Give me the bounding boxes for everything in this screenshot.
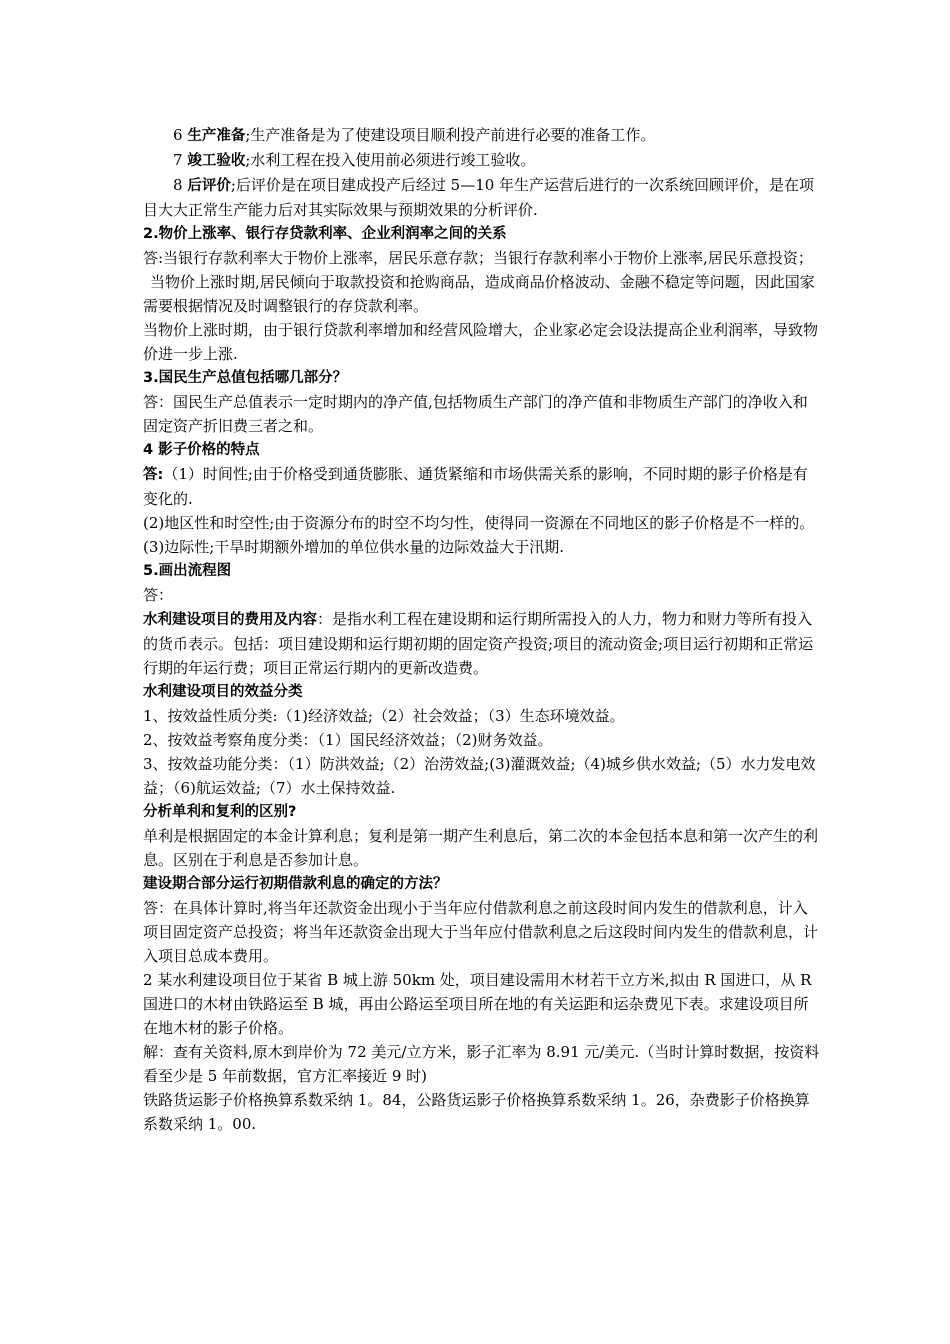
q4-paragraph-3: (3)边际性;干旱时期额外增加的单位供水量的边际效益大于汛期.: [143, 538, 565, 556]
stage-7-text: ;水利工程在投入使用前必须进行竣工验收。: [245, 151, 536, 169]
stage-8: [143, 173, 820, 222]
stage-6-term: 生产准备: [187, 128, 246, 144]
stage-6-text: ;生产准备是为了使建设项目顺利投产前进行必要的准备工作。: [245, 126, 656, 144]
cost-term: 水利建设项目的费用及内容: [143, 612, 317, 628]
loan-heading: 建设期合部分运行初期借款利息的确定的方法？: [143, 876, 448, 892]
benefit-heading: 水利建设项目的效益分类: [143, 684, 303, 700]
interest-heading: 分析单利和复利的区别?: [143, 804, 297, 820]
q2-heading: 2.物价上涨率、银行存贷款利率、企业利润率之间的关系: [143, 226, 507, 242]
q2-paragraph-3: 当物价上涨时期，由于银行贷款利率增加和经营风险增大，企业家必定会设法提高企业利润率，导致物价进一步上涨.: [143, 321, 819, 363]
example-paragraph-1: 2 某水利建设项目位于某省 B 城上游 50km 处，项目建设需用木材若干立方米,拟由 R 国进口，从 R 国进口的木材由铁路运至 B 城，再由公路运至项目所在地的有关运距和运杂费见下表。求建设项目所在地木材的影子价格。: [143, 971, 812, 1037]
q4-text-1: （1）时间性;由于价格受到通货膨胀、通货紧缩和市场供需关系的影响，不同时期的影子价格是有变化的.: [143, 465, 808, 508]
q4-answer-label: 答:: [143, 467, 164, 483]
example-paragraph-3: 铁路货运影子价格换算系数采纳 1。84，公路货运影子价格换算系数采纳 1。26，杂费影子价格换算系数采纳 1。00.: [143, 1091, 810, 1133]
stage-6: [143, 123, 820, 148]
interest-paragraph: 单利是根据固定的本金计算利息；复利是第一期产生利息后，第二次的本金包括本息和第一次产生的利息。区别在于利息是否参加计息。: [143, 827, 819, 869]
benefit-line-3: 3、按效益功能分类：（1）防洪效益;（2）治涝效益;(3)灌溉效益;（4)城乡供水效益;（5）水力发电效益；（6)航运效益;（7）水土保持效益.: [143, 755, 816, 797]
stage-7: [143, 148, 820, 173]
q2-paragraph-1: 答:当银行存款利率大于物价上涨率，居民乐意存款；当银行存款利率小于物价上涨率,居民乐意投资；: [143, 249, 813, 267]
q5-heading: 5.画出流程图: [143, 563, 232, 579]
stage-6-num: 6: [173, 126, 183, 144]
q4-paragraph-1: [143, 462, 820, 511]
q5-answer: 答：: [143, 586, 174, 604]
q2-paragraph-2: 当物价上涨时期,居民倾向于取款投资和抢购商品，造成商品价格波动、金融不稳定等问题，因此国家需要根据情况及时调整银行的存贷款利率。: [143, 273, 815, 315]
stage-7-term: 竣工验收: [187, 153, 246, 169]
example-paragraph-2: 解：查有关资料,原木到岸价为 72 美元/立方米，影子汇率为 8.91 元/美元.（当时计算时数据，按资料看至少是 5 年前数据，官方汇率接近 9 时): [143, 1043, 820, 1085]
loan-paragraph: 答：在具体计算时,将当年还款资金出现小于当年应付借款利息之前这段时间内发生的借款利息，计入项目固定资产总投资；将当年还款资金出现大于当年应付借款利息之后这段时间内发生的借款利息，计入项目总成本费用。: [143, 899, 819, 965]
stage-8-num: 8: [173, 176, 183, 194]
stage-8-text: ;后评价是在项目建成投产后经过 5—10 年生产运营后进行的一次系统回顾评价，是在项目大大正常生产能力后对其实际效果与预期效果的分析评价.: [143, 176, 815, 219]
q3-paragraph-1: 答：国民生产总值表示一定时期内的净产值,包括物质生产部门的净产值和非物质生产部门的净收入和固定资产折旧费三者之和。: [143, 393, 808, 435]
cost-text: ：是指水利工程在建设期和运行期所需投入的人力，物力和财力等所有投入的货币表示。包括：项目建设期和运行期初期的固定资产投资;项目的流动资金;项目运行初期和正常运行期的年运行费；项目正常运行期内的更新改造费。: [143, 610, 814, 677]
q4-paragraph-2: (2)地区性和时空性;由于资源分布的时空不均匀性，使得同一资源在不同地区的影子价格是不一样的。: [143, 514, 815, 532]
cost-paragraph: [143, 607, 820, 680]
stage-7-num: 7: [173, 151, 183, 169]
stage-8-term: 后评价: [187, 178, 231, 194]
q3-heading: 3.国民生产总值包括哪几部分？: [143, 370, 348, 386]
q4-heading: 4 影子价格的特点: [143, 442, 260, 458]
benefit-line-1: 1、按效益性质分类:（1)经济效益;（2）社会效益；（3）生态环境效益。: [143, 707, 625, 725]
benefit-line-2: 2、按效益考察角度分类：（1）国民经济效益；（2)财务效益。: [143, 731, 553, 749]
